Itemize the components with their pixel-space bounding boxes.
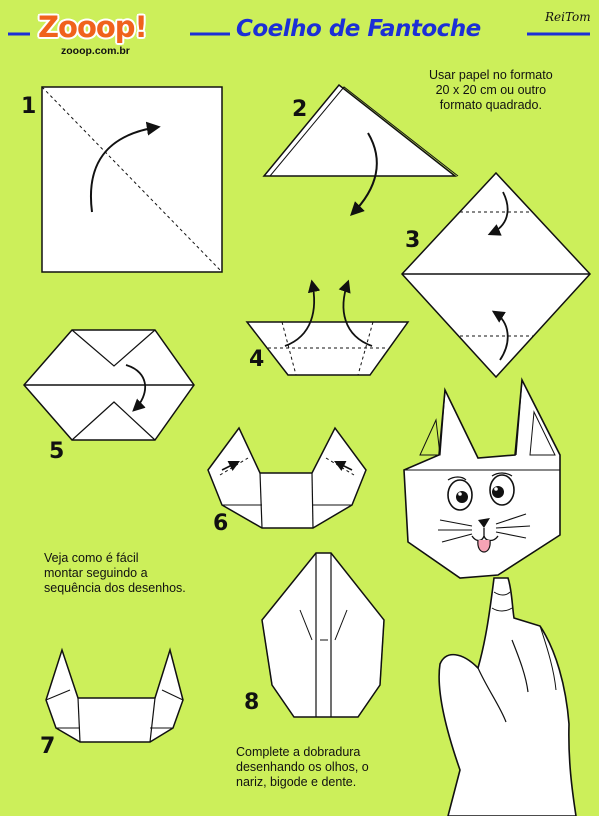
step-7-diagram bbox=[46, 650, 183, 742]
site-url: zooop.com.br bbox=[61, 45, 130, 57]
step-number-8: 8 bbox=[244, 690, 260, 715]
hand-finger-illustration bbox=[439, 578, 576, 816]
step-3-diagram bbox=[402, 173, 590, 377]
author-signature: ReiTom bbox=[545, 10, 591, 24]
page-title: Coelho de Fantoche bbox=[236, 16, 481, 42]
step-6-diagram bbox=[208, 428, 366, 528]
step-8-diagram bbox=[262, 553, 384, 717]
step-number-1: 1 bbox=[21, 94, 37, 119]
step-number-6: 6 bbox=[213, 511, 229, 536]
step-1-diagram bbox=[42, 87, 222, 272]
step-number-5: 5 bbox=[49, 439, 65, 464]
step-number-7: 7 bbox=[40, 734, 56, 759]
step-number-3: 3 bbox=[405, 228, 421, 253]
easy-assembly-note: Veja como é fácil montar seguindo a sequência dos desenhos. bbox=[44, 551, 186, 595]
step-5-diagram bbox=[24, 330, 194, 440]
zooop-logo: Zooop! bbox=[38, 10, 147, 44]
paper-format-note: Usar papel no formato 20 x 20 cm ou outro formato quadrado. bbox=[429, 68, 553, 112]
step-4-diagram bbox=[247, 282, 408, 375]
step-number-2: 2 bbox=[292, 97, 308, 122]
rabbit-puppet-illustration bbox=[404, 380, 560, 578]
completion-note: Complete a dobradura desenhando os olhos, o nariz, bigode e dente. bbox=[236, 745, 369, 789]
step-number-4: 4 bbox=[249, 347, 265, 372]
